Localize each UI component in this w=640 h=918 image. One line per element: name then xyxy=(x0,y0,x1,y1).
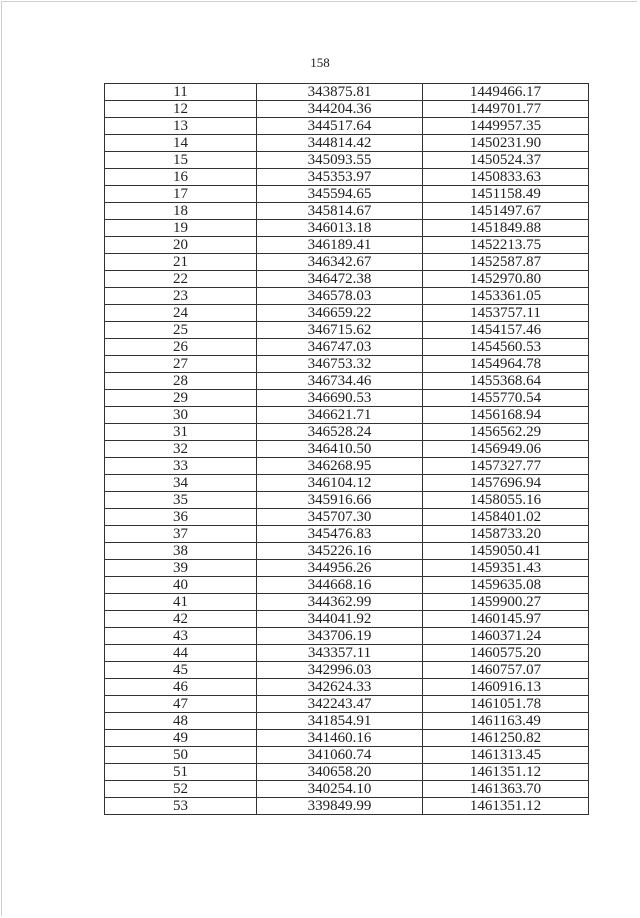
y-coordinate-cell: 1451849.88 xyxy=(423,220,589,237)
table-row xyxy=(105,356,589,373)
point-number-cell: 41 xyxy=(105,594,257,611)
table-row xyxy=(105,662,589,679)
y-coordinate-cell: 1458733.20 xyxy=(423,526,589,543)
x-coordinate-cell: 342624.33 xyxy=(257,679,423,696)
table-row xyxy=(105,203,589,220)
y-coordinate-cell: 1451158.49 xyxy=(423,186,589,203)
y-coordinate-cell: 1455368.64 xyxy=(423,373,589,390)
x-coordinate-cell: 342996.03 xyxy=(257,662,423,679)
y-coordinate-cell: 1461163.49 xyxy=(423,713,589,730)
point-number-cell: 44 xyxy=(105,645,257,662)
table-row xyxy=(105,288,589,305)
table-row xyxy=(105,254,589,271)
table-row xyxy=(105,186,589,203)
table-row xyxy=(105,152,589,169)
table-row xyxy=(105,679,589,696)
point-number-cell: 42 xyxy=(105,611,257,628)
coordinate-table-body xyxy=(105,84,589,815)
x-coordinate-cell: 340658.20 xyxy=(257,764,423,781)
table-row xyxy=(105,594,589,611)
table-row xyxy=(105,441,589,458)
y-coordinate-cell: 1454157.46 xyxy=(423,322,589,339)
table-row xyxy=(105,373,589,390)
y-coordinate-cell: 1459900.27 xyxy=(423,594,589,611)
point-number-cell: 35 xyxy=(105,492,257,509)
y-coordinate-cell: 1460575.20 xyxy=(423,645,589,662)
point-number-cell: 33 xyxy=(105,458,257,475)
x-coordinate-cell: 346715.62 xyxy=(257,322,423,339)
x-coordinate-cell: 346342.67 xyxy=(257,254,423,271)
x-coordinate-cell: 346410.50 xyxy=(257,441,423,458)
table-row xyxy=(105,220,589,237)
table-row xyxy=(105,781,589,798)
point-number-cell: 37 xyxy=(105,526,257,543)
table-row xyxy=(105,628,589,645)
x-coordinate-cell: 343357.11 xyxy=(257,645,423,662)
table-row xyxy=(105,390,589,407)
point-number-cell: 51 xyxy=(105,764,257,781)
y-coordinate-cell: 1459635.08 xyxy=(423,577,589,594)
table-row xyxy=(105,271,589,288)
point-number-cell: 46 xyxy=(105,679,257,696)
x-coordinate-cell: 341460.16 xyxy=(257,730,423,747)
point-number-cell: 45 xyxy=(105,662,257,679)
x-coordinate-cell: 346621.71 xyxy=(257,407,423,424)
y-coordinate-cell: 1453757.11 xyxy=(423,305,589,322)
y-coordinate-cell: 1457696.94 xyxy=(423,475,589,492)
y-coordinate-cell: 1456168.94 xyxy=(423,407,589,424)
y-coordinate-cell: 1456562.29 xyxy=(423,424,589,441)
y-coordinate-cell: 1449957.35 xyxy=(423,118,589,135)
table-row xyxy=(105,526,589,543)
point-number-cell: 20 xyxy=(105,237,257,254)
x-coordinate-cell: 345916.66 xyxy=(257,492,423,509)
point-number-cell: 50 xyxy=(105,747,257,764)
y-coordinate-cell: 1459351.43 xyxy=(423,560,589,577)
point-number-cell: 39 xyxy=(105,560,257,577)
x-coordinate-cell: 346189.41 xyxy=(257,237,423,254)
x-coordinate-cell: 344204.36 xyxy=(257,101,423,118)
table-row xyxy=(105,458,589,475)
x-coordinate-cell: 346104.12 xyxy=(257,475,423,492)
y-coordinate-cell: 1458401.02 xyxy=(423,509,589,526)
x-coordinate-cell: 346734.46 xyxy=(257,373,423,390)
y-coordinate-cell: 1457327.77 xyxy=(423,458,589,475)
y-coordinate-cell: 1452970.80 xyxy=(423,271,589,288)
point-number-cell: 15 xyxy=(105,152,257,169)
x-coordinate-cell: 341060.74 xyxy=(257,747,423,764)
y-coordinate-cell: 1461250.82 xyxy=(423,730,589,747)
y-coordinate-cell: 1456949.06 xyxy=(423,441,589,458)
table-row xyxy=(105,543,589,560)
y-coordinate-cell: 1450524.37 xyxy=(423,152,589,169)
table-row xyxy=(105,798,589,815)
y-coordinate-cell: 1461313.45 xyxy=(423,747,589,764)
y-coordinate-cell: 1453361.05 xyxy=(423,288,589,305)
table-row xyxy=(105,101,589,118)
table-row xyxy=(105,611,589,628)
x-coordinate-cell: 345814.67 xyxy=(257,203,423,220)
y-coordinate-cell: 1449466.17 xyxy=(423,84,589,101)
point-number-cell: 26 xyxy=(105,339,257,356)
table-row xyxy=(105,560,589,577)
table-row xyxy=(105,696,589,713)
x-coordinate-cell: 345707.30 xyxy=(257,509,423,526)
table-row xyxy=(105,424,589,441)
y-coordinate-cell: 1460371.24 xyxy=(423,628,589,645)
table-row xyxy=(105,713,589,730)
point-number-cell: 48 xyxy=(105,713,257,730)
point-number-cell: 32 xyxy=(105,441,257,458)
x-coordinate-cell: 341854.91 xyxy=(257,713,423,730)
table-row xyxy=(105,764,589,781)
point-number-cell: 24 xyxy=(105,305,257,322)
x-coordinate-cell: 346753.32 xyxy=(257,356,423,373)
table-row xyxy=(105,407,589,424)
point-number-cell: 38 xyxy=(105,543,257,560)
x-coordinate-cell: 339849.99 xyxy=(257,798,423,815)
x-coordinate-cell: 343706.19 xyxy=(257,628,423,645)
x-coordinate-cell: 346578.03 xyxy=(257,288,423,305)
x-coordinate-cell: 346472.38 xyxy=(257,271,423,288)
table-row xyxy=(105,169,589,186)
y-coordinate-cell: 1452213.75 xyxy=(423,237,589,254)
x-coordinate-cell: 343875.81 xyxy=(257,84,423,101)
point-number-cell: 25 xyxy=(105,322,257,339)
table-row xyxy=(105,747,589,764)
y-coordinate-cell: 1452587.87 xyxy=(423,254,589,271)
y-coordinate-cell: 1459050.41 xyxy=(423,543,589,560)
point-number-cell: 28 xyxy=(105,373,257,390)
y-coordinate-cell: 1455770.54 xyxy=(423,390,589,407)
point-number-cell: 19 xyxy=(105,220,257,237)
table-row xyxy=(105,492,589,509)
y-coordinate-cell: 1450231.90 xyxy=(423,135,589,152)
point-number-cell: 18 xyxy=(105,203,257,220)
point-number-cell: 49 xyxy=(105,730,257,747)
x-coordinate-cell: 345476.83 xyxy=(257,526,423,543)
point-number-cell: 36 xyxy=(105,509,257,526)
x-coordinate-cell: 340254.10 xyxy=(257,781,423,798)
x-coordinate-cell: 344814.42 xyxy=(257,135,423,152)
table-row xyxy=(105,118,589,135)
x-coordinate-cell: 346690.53 xyxy=(257,390,423,407)
y-coordinate-cell: 1460757.07 xyxy=(423,662,589,679)
point-number-cell: 27 xyxy=(105,356,257,373)
point-number-cell: 29 xyxy=(105,390,257,407)
x-coordinate-cell: 344956.26 xyxy=(257,560,423,577)
table-row xyxy=(105,339,589,356)
table-row xyxy=(105,475,589,492)
point-number-cell: 40 xyxy=(105,577,257,594)
y-coordinate-cell: 1449701.77 xyxy=(423,101,589,118)
point-number-cell: 30 xyxy=(105,407,257,424)
point-number-cell: 13 xyxy=(105,118,257,135)
table-row xyxy=(105,730,589,747)
x-coordinate-cell: 344362.99 xyxy=(257,594,423,611)
x-coordinate-cell: 342243.47 xyxy=(257,696,423,713)
y-coordinate-cell: 1461351.12 xyxy=(423,798,589,815)
point-number-cell: 34 xyxy=(105,475,257,492)
x-coordinate-cell: 344041.92 xyxy=(257,611,423,628)
x-coordinate-cell: 345353.97 xyxy=(257,169,423,186)
table-row xyxy=(105,577,589,594)
x-coordinate-cell: 345226.16 xyxy=(257,543,423,560)
point-number-cell: 17 xyxy=(105,186,257,203)
y-coordinate-cell: 1454964.78 xyxy=(423,356,589,373)
y-coordinate-cell: 1460145.97 xyxy=(423,611,589,628)
point-number-cell: 22 xyxy=(105,271,257,288)
table-row xyxy=(105,305,589,322)
point-number-cell: 31 xyxy=(105,424,257,441)
point-number-cell: 14 xyxy=(105,135,257,152)
point-number-cell: 21 xyxy=(105,254,257,271)
y-coordinate-cell: 1461351.12 xyxy=(423,764,589,781)
table-row xyxy=(105,135,589,152)
x-coordinate-cell: 346013.18 xyxy=(257,220,423,237)
x-coordinate-cell: 346268.95 xyxy=(257,458,423,475)
point-number-cell: 23 xyxy=(105,288,257,305)
y-coordinate-cell: 1461051.78 xyxy=(423,696,589,713)
y-coordinate-cell: 1451497.67 xyxy=(423,203,589,220)
table-row xyxy=(105,509,589,526)
x-coordinate-cell: 344517.64 xyxy=(257,118,423,135)
point-number-cell: 47 xyxy=(105,696,257,713)
table-row xyxy=(105,322,589,339)
x-coordinate-cell: 346528.24 xyxy=(257,424,423,441)
coordinate-table xyxy=(104,83,589,815)
y-coordinate-cell: 1461363.70 xyxy=(423,781,589,798)
y-coordinate-cell: 1450833.63 xyxy=(423,169,589,186)
table-row xyxy=(105,645,589,662)
point-number-cell: 43 xyxy=(105,628,257,645)
page-number: 158 xyxy=(310,55,330,70)
x-coordinate-cell: 345093.55 xyxy=(257,152,423,169)
point-number-cell: 16 xyxy=(105,169,257,186)
y-coordinate-cell: 1460916.13 xyxy=(423,679,589,696)
point-number-cell: 53 xyxy=(105,798,257,815)
x-coordinate-cell: 346659.22 xyxy=(257,305,423,322)
x-coordinate-cell: 346747.03 xyxy=(257,339,423,356)
point-number-cell: 12 xyxy=(105,101,257,118)
point-number-cell: 11 xyxy=(105,84,257,101)
x-coordinate-cell: 345594.65 xyxy=(257,186,423,203)
x-coordinate-cell: 344668.16 xyxy=(257,577,423,594)
table-row xyxy=(105,84,589,101)
y-coordinate-cell: 1458055.16 xyxy=(423,492,589,509)
y-coordinate-cell: 1454560.53 xyxy=(423,339,589,356)
table-row xyxy=(105,237,589,254)
point-number-cell: 52 xyxy=(105,781,257,798)
